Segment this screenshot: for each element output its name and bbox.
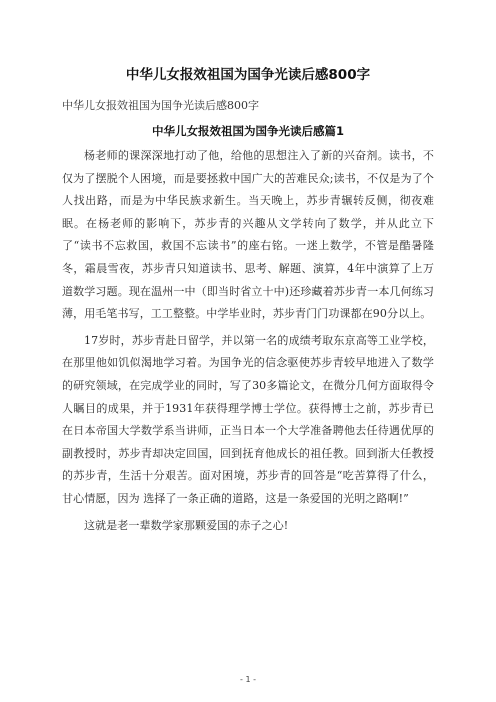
body-paragraph-1: 杨老师的课深深地打动了他，给他的思想注入了新的兴奋剂。读书，不仅为了摆脱个人困境，而是要拯救中国广大的苦难民众;读书，不仅是为了个人找出路，而是为中华民族求新生。当天晚上，苏步青辗转反侧，彻夜难眠。在杨老师的影响下，苏步青的兴趣从文学转向了数学，并从此立下了“读书不忘救国，救国不忘读书”的座右铭。一迷上数学，不管是酷暑隆冬，霜晨雪夜，苏步青只知道读书、思考、解题、演算，4年中演算了上万道数学习题。现在温州一中（即当时省立十中)还珍藏着苏步青一本几何练习薄，用毛笔书写，工工整整。中学毕业时，苏步青门门功课都在90分以上。: [62, 149, 434, 321]
body-paragraph-3: 这就是老一辈数学家那颗爱国的赤子之心!: [84, 518, 289, 532]
section-heading: 中华儿女报效祖国为国争光读后感篇1: [152, 124, 344, 138]
body-paragraph-2: 17岁时，苏步青赴日留学，并以第一名的成绩考取东京高等工业学校，在那里他如饥似渴地学习着。为国争光的信念驱使苏步青较早地进入了数学的研究领域，在完成学业的同时，写了30多篇论文，在微分几何方面取得令人瞩目的成果，并于1931年获得理学博士学位。获得博士之前，苏步青已在日本帝国大学数学系当讲师，正当日本一个大学准备聘他去任待遇优厚的副教授时，苏步青却决定回国，回到抚育他成长的祖任教。回到浙大任教授的苏步青，生活十分艰苦。面对困境，苏步青的回答是“吃苦算得了什么， 甘心情愿，因为 选择了一条正确的道路，这是一条爱国的光明之路啊!”: [62, 333, 434, 505]
document-title: 中华儿女报效祖国为国争光读后感800字: [125, 67, 371, 83]
page-number: - 1 -: [240, 675, 256, 684]
document-subtitle: 中华儿女报效祖国为国争光读后感800字: [62, 99, 259, 112]
